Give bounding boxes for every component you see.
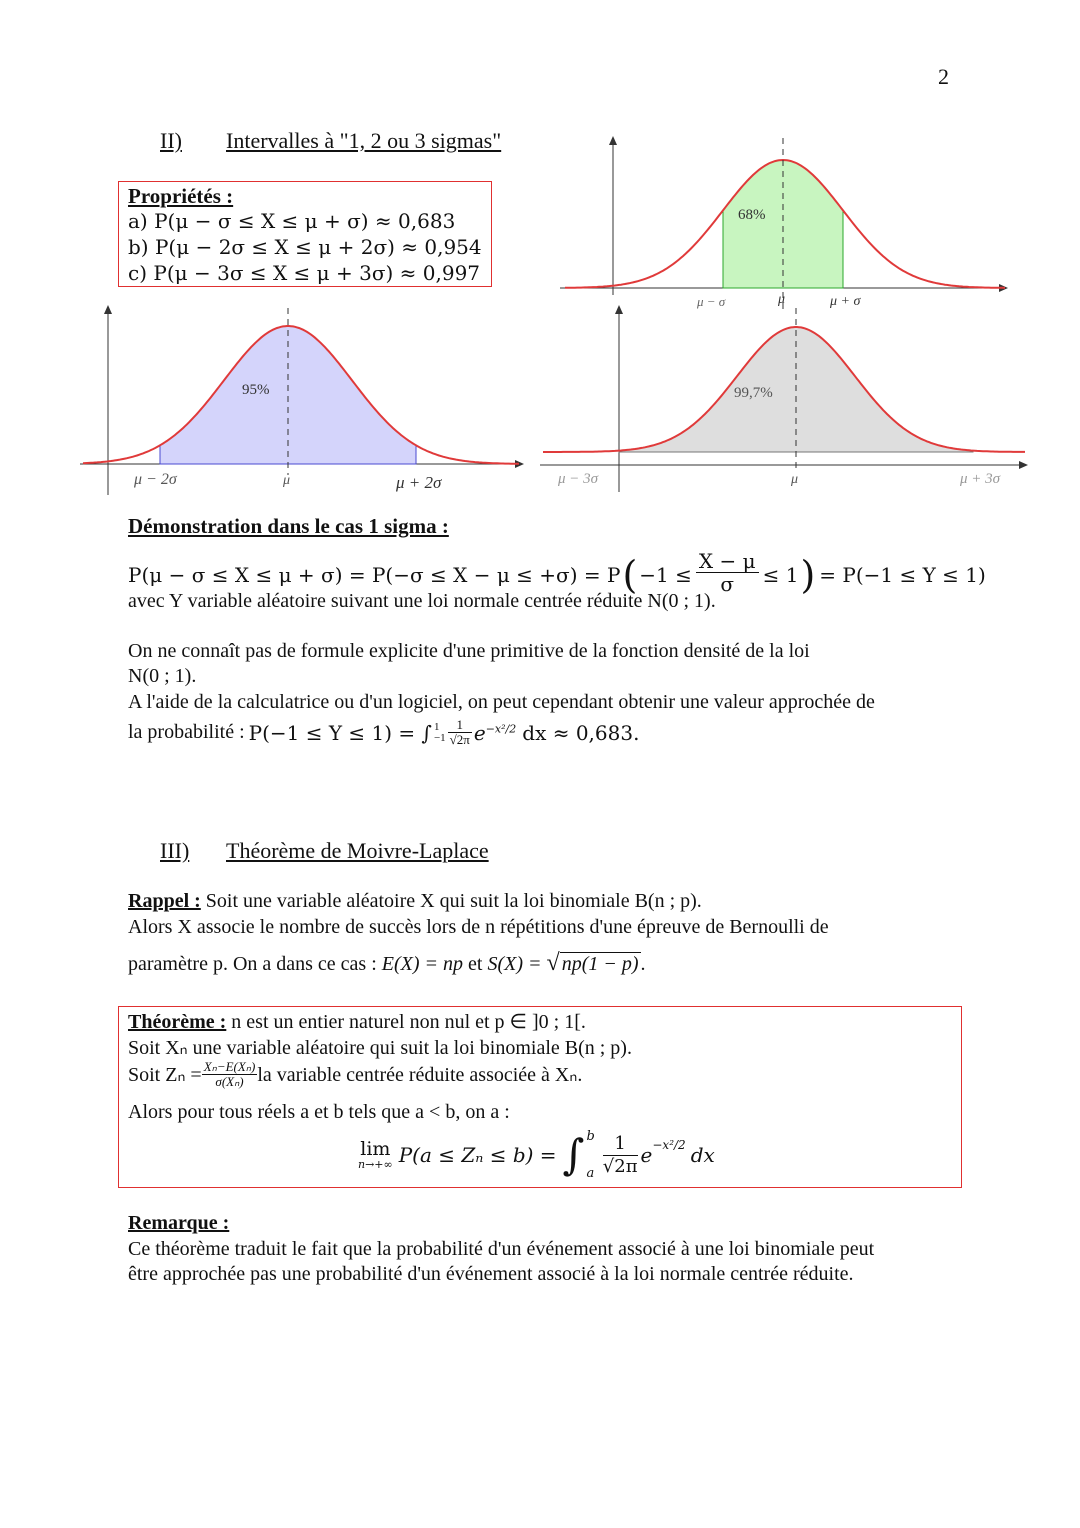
rappel-dot: . <box>640 953 646 975</box>
demo-para2-result: dx ≈ 0,683. <box>522 720 640 745</box>
zn-denominator: σ(Xₙ) <box>215 1074 244 1089</box>
integral-sign: ∫ <box>562 1130 585 1179</box>
theorem-formula <box>358 1124 715 1186</box>
demo-eq-part1: P(μ − σ ≤ X ≤ μ + σ) = P(−σ ≤ X − μ ≤ +σ) = P <box>128 562 621 587</box>
theorem-line2: Soit Xₙ une variable aléatoire qui suit la loi binomiale B(n ; p). <box>128 1037 632 1059</box>
tick-right: μ + 3σ <box>960 471 1001 487</box>
demo-para1-line1: On ne connaît pas de formule explicite d'une primitive de la fonction densité de la loi <box>128 640 810 662</box>
remarque-line1: Ce théorème traduit le fait que la probabilité d'un événement associé à une loi binomiale peut <box>128 1238 875 1260</box>
percent-label: 68% <box>738 207 766 223</box>
demo-integrand-fraction: $\frac{1}{√2\pi}$ <box>449 717 470 747</box>
remarque-label: Remarque : <box>128 1212 230 1234</box>
limit <box>358 1139 393 1171</box>
demo-para2-line1: A l'aide de la calculatrice ou d'un logiciel, on peut cependant obtenir une valeur approchée de <box>128 691 875 713</box>
page-number: 2 <box>938 64 949 89</box>
section-2-title: Intervalles à "1, 2 ou 3 sigmas" <box>226 128 502 153</box>
fraction-denominator: σ <box>720 572 735 596</box>
theorem-label: Théorème : <box>128 1011 227 1033</box>
exp-e: e <box>640 1143 653 1167</box>
demo-exp-e: $e^{-x^2/2}$ <box>473 720 517 745</box>
x-axis-arrow <box>1019 461 1028 469</box>
demo-title: Démonstration dans le cas 1 sigma : <box>128 514 449 538</box>
theorem-text3a: Soit Zₙ = <box>128 1064 202 1086</box>
section-3-number: III) <box>160 838 190 863</box>
fraction-numerator: X − μ <box>696 550 759 573</box>
properties-title: Propriétés : <box>128 184 234 208</box>
theorem-fraction <box>603 1133 638 1178</box>
paren-close: ) <box>800 552 816 597</box>
theorem-line1 <box>128 1009 586 1034</box>
rappel-text3a: paramètre p. On a dans ce cas : <box>128 953 382 975</box>
integral-bounds <box>586 1129 594 1181</box>
sqrt-symbol: √ <box>546 950 560 976</box>
theorem-prob: P(a ≤ Zₙ ≤ b) = <box>398 1143 557 1167</box>
tick-left: μ − σ <box>697 294 726 309</box>
normal-curve-2sigma <box>80 300 540 500</box>
tick-left: μ − 3σ <box>558 471 599 487</box>
zn-numerator: Xₙ−E(Xₙ) <box>203 1059 256 1074</box>
area-fill <box>723 160 843 288</box>
demo-eq-part2: = P(−1 ≤ Y ≤ 1) <box>819 562 986 587</box>
exp-superscript: −x²/2 <box>652 1138 686 1152</box>
rappel-line1 <box>128 890 702 913</box>
dx: dx <box>690 1143 715 1167</box>
rappel-std-radicand: np(1 − p) <box>561 953 639 975</box>
theorem-line3 <box>128 1060 582 1089</box>
rappel-line2: Alors X associe le nombre de succès lors de n répétitions d'une épreuve de Bernoulli de <box>128 916 829 938</box>
demo-para2-integral: P(−1 ≤ Y ≤ 1) = ∫ <box>248 720 432 745</box>
integral-lower: a <box>586 1166 595 1181</box>
normal-curve-3sigma <box>540 300 1040 500</box>
demo-integral-bounds: 1 −1 <box>433 720 446 744</box>
rappel-text1: Soit une variable aléatoire X qui suit la loi binomiale B(n ; p). <box>200 890 702 912</box>
demo-para2-prefix: la probabilité : <box>128 721 245 743</box>
property-b: b) P(μ − 2σ ≤ X ≤ μ + 2σ) ≈ 0,954 <box>128 235 482 259</box>
percent-label: 95% <box>242 382 270 398</box>
demo-para1-line2: N(0 ; 1). <box>128 665 197 687</box>
theorem-zn-fraction <box>202 1060 258 1089</box>
theorem-text3b: la variable centrée réduite associée à Xₙ. <box>257 1064 583 1086</box>
rappel-line3 <box>128 950 646 977</box>
property-c: c) P(μ − 3σ ≤ X ≤ μ + 3σ) ≈ 0,997 <box>128 261 481 285</box>
tick-left: μ − 2σ <box>134 471 177 488</box>
tick-right: μ + σ <box>830 294 861 309</box>
y-axis-arrow <box>104 305 112 314</box>
tick-center: μ <box>778 292 786 307</box>
y-axis-arrow <box>615 305 623 314</box>
rappel-label: Rappel : <box>128 890 201 912</box>
percent-label: 99,7% <box>734 385 773 401</box>
limit-label: lim <box>360 1138 391 1160</box>
demo-para2-line2 <box>128 718 639 747</box>
integral-upper: b <box>586 1129 595 1144</box>
demo-eq-inner-left: −1 ≤ <box>639 562 692 587</box>
property-a: a) P(μ − σ ≤ X ≤ μ + σ) ≈ 0,683 <box>128 209 456 233</box>
y-axis-arrow <box>609 136 617 145</box>
fraction-numerator: 1 <box>603 1133 638 1156</box>
demo-line2: avec Y variable aléatoire suivant une loi normale centrée réduite N(0 ; 1). <box>128 590 716 612</box>
tick-right: μ + 2σ <box>396 473 442 492</box>
section-3-title: Théorème de Moivre-Laplace <box>226 838 489 863</box>
paren-open: ( <box>622 552 638 597</box>
rappel-std-label: S(X) = <box>487 953 547 975</box>
limit-subscript: n→+∞ <box>358 1158 393 1171</box>
remarque-line2: être approchée pas une probabilité d'un événement associé à la loi normale centrée réduite. <box>128 1263 854 1285</box>
rappel-and: et <box>463 953 488 975</box>
tick-center: μ <box>791 472 799 487</box>
normal-curve-1sigma <box>560 130 1020 320</box>
theorem-text1: n est un entier naturel non nul et p ∈ ]0 ; 1[. <box>226 1011 586 1033</box>
demo-eq-inner-right: ≤ 1 <box>762 562 799 587</box>
tick-center: μ <box>283 473 291 488</box>
section-2-number: II) <box>160 128 182 153</box>
fraction-denominator: √2π <box>602 1155 638 1177</box>
rappel-expectation: E(X) = np <box>381 953 464 975</box>
demo-eq-fraction <box>696 550 759 595</box>
theorem-line4: Alors pour tous réels a et b tels que a < b, on a : <box>128 1101 510 1123</box>
